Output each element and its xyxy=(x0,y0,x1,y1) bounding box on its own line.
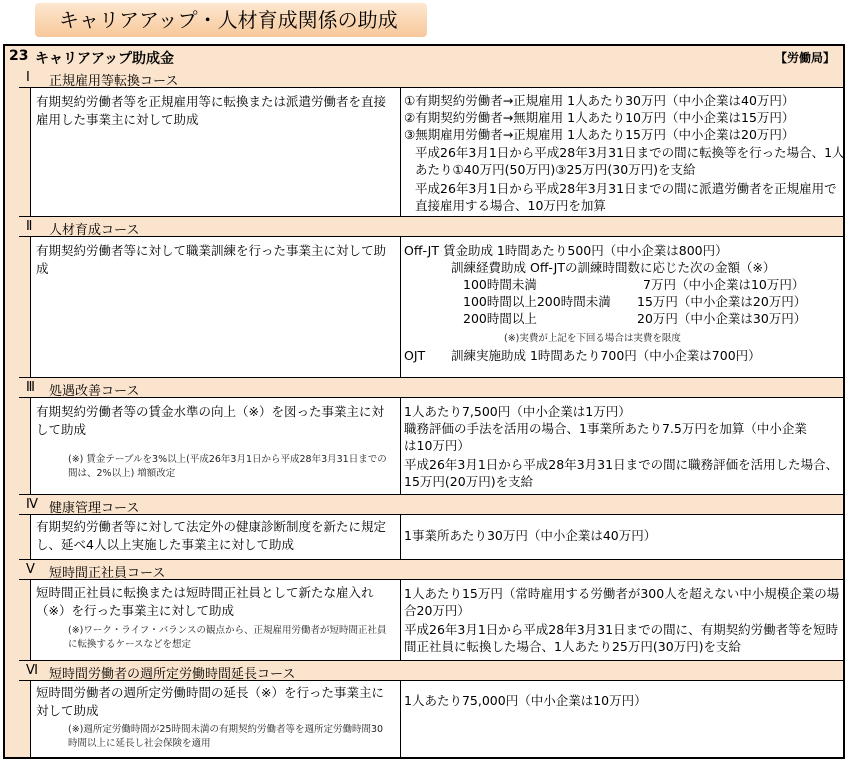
section-header xyxy=(19,68,843,88)
amount-line: 平成26年3月1日から平成28年3月31日までの間に転換等を行った場合、1人あたり①40万円(50万円)③25万円(30万円)を支給 xyxy=(415,145,845,177)
tier-amount: 15万円（中小企業は20万円） xyxy=(637,294,807,309)
section-title: 短時間労働者の週所定労働時間延長コース xyxy=(49,667,296,682)
section-body xyxy=(19,515,843,559)
description-cell xyxy=(30,88,401,216)
description: 有期契約労働者等の賃金水準の向上（※）を図った事業主に対して助成 xyxy=(36,404,384,437)
section-number: Ⅱ xyxy=(26,219,33,234)
amount-cell xyxy=(401,88,843,216)
amount-line: 1人あたり7,500円（中小企業は1万円） xyxy=(404,404,631,419)
amount-line: 平成26年3月1日から平成28年3月31日までの間に職務評価を活用した場合、15万円(20万円)を支給 xyxy=(404,457,839,489)
section-number: Ⅴ xyxy=(26,562,35,577)
subsidy-table xyxy=(3,44,845,759)
section-number: Ⅵ xyxy=(26,663,38,678)
note: (※)週所定労働時間が25時間未満の有期契約労働者等を週所定労働時間30時間以上に延長し社会保険を適用 xyxy=(68,724,384,749)
section-3 xyxy=(19,378,843,494)
amount-cell xyxy=(401,580,843,660)
section-6 xyxy=(19,661,843,757)
section-header xyxy=(19,560,843,580)
amount-line: 平成26年3月1日から平成28年3月31日までの間に派遣労働者を正規雇用で直接雇用する場合、10万円を加算 xyxy=(415,181,837,213)
amount-line: 職務評価の手法を活用の場合、1事業所あたり7.5万円を加算（中小企業は10万円） xyxy=(404,421,807,453)
amount-line: OJT xyxy=(404,348,426,363)
section-title: 短時間正社員コース xyxy=(49,566,166,581)
tier-amount: 7万円（中小企業は10万円） xyxy=(643,277,805,292)
amount-line: 訓練経費助成 Off-JTの訓練時間数に応じた次の金額（※） xyxy=(451,260,776,275)
page-title: キャリアアップ・人材育成関係の助成 xyxy=(35,3,427,37)
note: (※)ワーク・ライフ・バランスの観点から、正規雇用労働者が短時間正社員に転換するケースなどを想定 xyxy=(68,625,387,650)
tier-amount: 20万円（中小企業は30万円） xyxy=(637,311,807,326)
section-4 xyxy=(19,495,843,559)
amount-line: ①有期契約労働者→正規雇用 1人あたり30万円（中小企業は40万円） xyxy=(404,93,795,108)
section-body xyxy=(19,580,843,660)
description-cell xyxy=(30,515,401,559)
description-cell xyxy=(30,237,401,377)
tier-label: 100時間未満 xyxy=(463,277,537,292)
section-5 xyxy=(19,560,843,660)
amount-line: 1人あたり75,000円（中小企業は10万円） xyxy=(404,693,647,708)
description-cell xyxy=(30,681,401,757)
left-bar xyxy=(5,68,20,757)
footnote: (※)実費が上記を下回る場合は実費を限度 xyxy=(504,333,681,344)
item-number: 23 xyxy=(9,48,29,64)
description-cell xyxy=(30,580,401,660)
section-2 xyxy=(19,217,843,377)
section-1 xyxy=(19,68,843,216)
amount-line: 訓練実施助成 1時間あたり700円（中小企業は700円） xyxy=(451,348,761,363)
amount-line: Off-JT 賃金助成 1時間あたり500円（中小企業は800円） xyxy=(404,243,728,258)
amount-line: 1人あたり15万円（常時雇用する労働者が300人を超えない中小規模企業の場合20万円） xyxy=(404,586,840,618)
description-cell xyxy=(30,398,401,494)
description: 短時間労働者の週所定労働時間の延長（※）を行った事業主に対して助成 xyxy=(36,685,384,718)
section-header xyxy=(19,661,843,681)
amount-cell xyxy=(401,398,843,494)
section-title: 処遇改善コース xyxy=(49,384,140,399)
section-number: Ⅰ xyxy=(26,70,30,85)
section-header xyxy=(19,495,843,515)
section-body xyxy=(19,237,843,377)
description: 有期契約労働者等に対して職業訓練を行った事業主に対して助成 xyxy=(36,243,387,276)
description: 有期契約労働者等に対して法定外の健康診断制度を新たに規定し、延べ4人以上実施した事業主に対して助成 xyxy=(36,519,387,552)
amount-line: 1事業所あたり30万円（中小企業は40万円） xyxy=(404,528,657,543)
section-number: Ⅲ xyxy=(26,380,35,395)
amount-line: ②有期契約労働者→無期雇用 1人あたり10万円（中小企業は15万円） xyxy=(404,110,795,125)
table-header xyxy=(5,46,843,69)
description: 短時間正社員に転換または短時間正社員として新たな雇入れ（※）を行った事業主に対して助成 xyxy=(36,585,374,618)
section-body xyxy=(19,681,843,757)
amount-cell xyxy=(401,515,843,559)
section-title: 正規雇用等転換コース xyxy=(49,74,179,89)
note: (※) 賃金テーブルを3%以上(平成26年3月1日から平成28年3月31日までの間は、2%以上) 増額改定 xyxy=(68,454,387,479)
tier-label: 100時間以上200時間未満 xyxy=(463,294,611,309)
section-number: Ⅳ xyxy=(26,497,38,512)
amount-cell xyxy=(401,237,843,377)
section-header xyxy=(19,378,843,398)
section-title: 人材育成コース xyxy=(49,223,140,238)
section-body xyxy=(19,88,843,216)
section-title: 健康管理コース xyxy=(49,501,140,516)
tier-label: 200時間以上 xyxy=(463,311,537,326)
description: 有期契約労働者等を正規雇用等に転換または派遣労働者を直接雇用した事業主に対して助成 xyxy=(36,94,387,127)
amount-line: ③無期雇用労働者→正規雇用 1人あたり15万円（中小企業は20万円） xyxy=(404,127,795,142)
amount-line: 平成26年3月1日から平成28年3月31日までの間に、有期契約労働者等を短時間正社員に転換した場合、1人あたり25万円(30万円)を支給 xyxy=(404,622,839,654)
amount-cell xyxy=(401,681,843,757)
section-body xyxy=(19,398,843,494)
section-header xyxy=(19,217,843,237)
subsidy-name: キャリアアップ助成金 xyxy=(35,51,175,67)
ministry-label: 【労働局】 xyxy=(774,51,835,65)
